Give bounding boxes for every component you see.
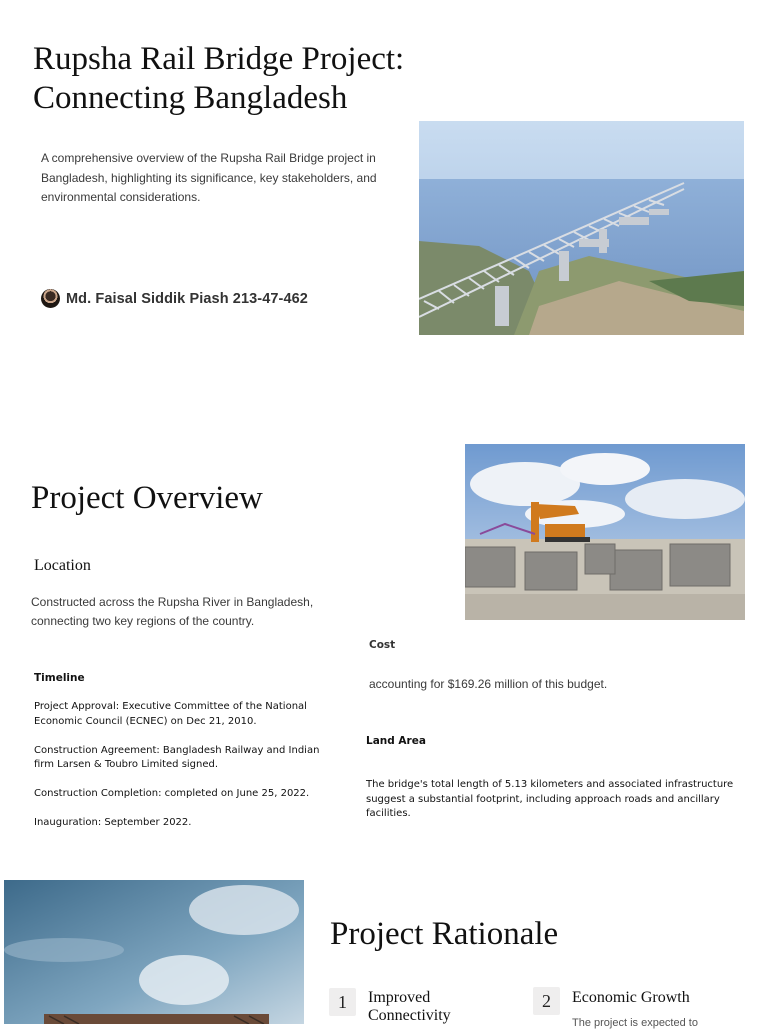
page-subtitle: A comprehensive overview of the Rupsha Rail Bridge project in Bangladesh, highlighting its significance, key stakeholders, and environmental considerations. [41, 151, 377, 204]
page-title-line-2: Connecting Bangladesh [33, 80, 348, 116]
card-number-badge: 2 [533, 987, 560, 1015]
location-text: Constructed across the Rupsha River in Bangladesh, connecting two key regions of the country. [31, 595, 314, 628]
land-area-text: The bridge's total length of 5.13 kilometers and associated infrastructure suggest a substantial footprint, including approach roads and ancillary facilities. [366, 779, 734, 819]
card-text-economic-growth: The project is expected to [572, 1017, 698, 1029]
timeline-item: Project Approval: Executive Committee of the National Economic Council (ECNEC) on Dec 21, 2010. [34, 701, 307, 727]
card-number-badge: 1 [329, 988, 356, 1016]
timeline-item: Inauguration: September 2022. [34, 817, 192, 828]
page-title-line-1: Rupsha Rail Bridge Project: [33, 41, 405, 77]
cost-heading: Cost [369, 639, 396, 651]
land-area-heading: Land Area [366, 735, 426, 747]
cost-text: accounting for $169.26 million of this budget. [369, 677, 608, 691]
page-title [33, 40, 433, 118]
section-heading-overview: Project Overview [31, 480, 263, 516]
location-heading: Location [34, 557, 91, 574]
timeline-list [34, 700, 334, 845]
section-heading-rationale: Project Rationale [330, 916, 559, 952]
timeline-item: Construction Completion: completed on June 25, 2022. [34, 788, 310, 799]
card-title-improved-connectivity: Improved Connectivity [368, 989, 451, 1024]
author-row [41, 289, 308, 308]
bridge-tower-image [4, 880, 304, 1024]
timeline-item: Construction Agreement: Bangladesh Railway and Indian firm Larsen & Toubro Limited signed. [34, 744, 320, 770]
construction-site-image [465, 444, 745, 620]
avatar [41, 289, 60, 308]
card-title-economic-growth: Economic Growth [572, 989, 690, 1006]
author-name: Md. Faisal Siddik Piash 213-47-462 [66, 290, 308, 307]
bridge-aerial-image [419, 121, 744, 335]
timeline-heading: Timeline [34, 672, 85, 684]
